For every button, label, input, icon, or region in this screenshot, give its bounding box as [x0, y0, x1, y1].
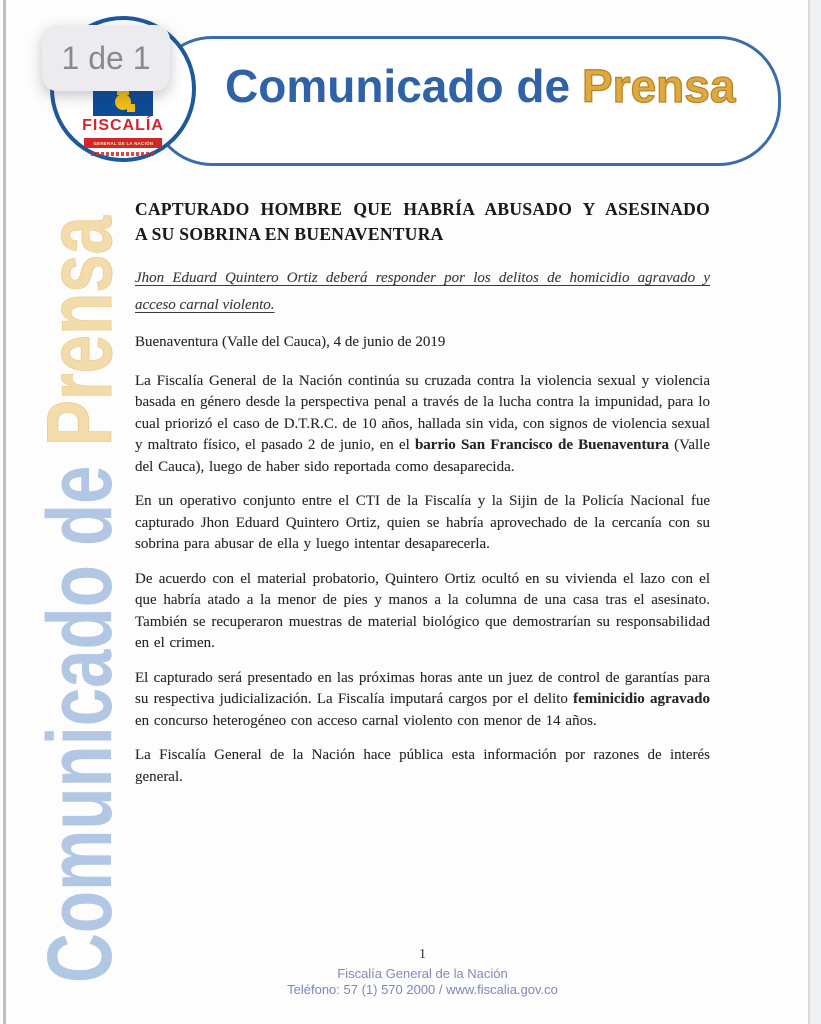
page-number: 1 — [419, 947, 426, 962]
paragraph-segment: (Valle del Cauca), luego de haber sido reportada como desaparecida. — [135, 437, 710, 475]
document-title-line: A SU SOBRINA EN BUENAVENTURA — [135, 224, 444, 244]
press-header-box — [150, 36, 781, 166]
photo-edge-right-strip — [810, 0, 821, 1024]
dateline: Buenaventura (Valle del Cauca), 4 de junio de 2019 — [135, 334, 446, 350]
document-title-line: CAPTURADO HOMBRE QUE HABRÍA ABUSADO Y ASESINADO — [135, 199, 710, 219]
body-paragraphs — [135, 371, 710, 789]
paragraph-segment: en concurso heterogéneo con acceso carnal violento con menor de 14 años. — [135, 712, 597, 729]
press-header-title — [225, 61, 735, 112]
logo-band — [84, 138, 162, 148]
logo-wordmark: FISCALÍA — [82, 117, 164, 134]
logo-band-text: GENERAL DE LA NACIÓN — [93, 140, 153, 146]
emblem-yellow-tab — [127, 104, 135, 112]
paragraph-segment: La Fiscalía General de la Nación continúa su cruzada contra la violencia sexual y violencia basada en género desde la perspectiva penal a través de la lucha contra la impunidad, para lo cual priorizó el caso de D.T.R.C. de 10 años, hallada sin vida, con signos de violencia sexual y maltrato físico, el pasado 2 de junio, en el — [135, 372, 710, 453]
paragraph-segment: El capturado será presentado en las próximas horas ante un juez de control de garantías para su respectiva judicialización. La Fiscalía imputará cargos por el delito — [135, 669, 710, 707]
paragraph-segment: En un operativo conjunto entre el CTI de la Fiscalía y la Sijin de la Policía Nacional fue capturado Jhon Eduard Quintero Ortiz, quien se habría aprovechado de la cercanía con su sobrina para abusar de ella y luego intentar desaparecerla. — [135, 493, 710, 552]
logo-fine-print — [91, 152, 155, 156]
footer-organization: Fiscalía General de la Nación — [337, 966, 508, 981]
paragraph — [135, 668, 710, 733]
paragraph — [135, 569, 710, 655]
header-title-main: Comunicado de — [225, 60, 571, 112]
vertical-watermark-text — [29, 215, 131, 983]
paragraph-bold-segment: feminicidio agravado — [573, 691, 710, 707]
page-footer — [135, 948, 710, 998]
photo-edge-right — [808, 0, 810, 1024]
page-indicator-label: 1 de 1 — [61, 39, 151, 76]
document-lead — [135, 265, 710, 319]
photo-edge-left — [3, 0, 6, 1024]
document-lead-line: Jhon Eduard Quintero Ortiz deberá responder por los delitos de homicidio agravado y — [135, 270, 710, 286]
watermark-text-main: Comunicado de — [29, 465, 131, 983]
paragraph-bold-segment: barrio San Francisco de Buenaventura — [414, 437, 669, 453]
watermark-text-accent: Prensa — [29, 215, 131, 447]
paragraph — [135, 371, 710, 479]
page-indicator-badge — [42, 25, 170, 91]
document-body — [135, 197, 710, 801]
footer-contact: Teléfono: 57 (1) 570 2000 / www.fiscalia.gov.co — [287, 982, 558, 997]
paragraph — [135, 491, 710, 556]
header-title-accent: Prensa — [581, 60, 736, 112]
document-title — [135, 197, 710, 247]
paragraph — [135, 745, 710, 788]
paragraph-segment: La Fiscalía General de la Nación hace pública esta información por razones de interés general. — [135, 747, 710, 785]
document-lead-line: acceso carnal violento. — [135, 297, 275, 313]
paragraph-segment: De acuerdo con el material probatorio, Quintero Ortiz ocultó en su vivienda el lazo con el que habría atado a la menor de pies y manos a la columna de una casa tras el asesinato. También se recuperaron muestras de material biológico que demostrarían su responsabilidad en el crimen. — [135, 570, 710, 651]
